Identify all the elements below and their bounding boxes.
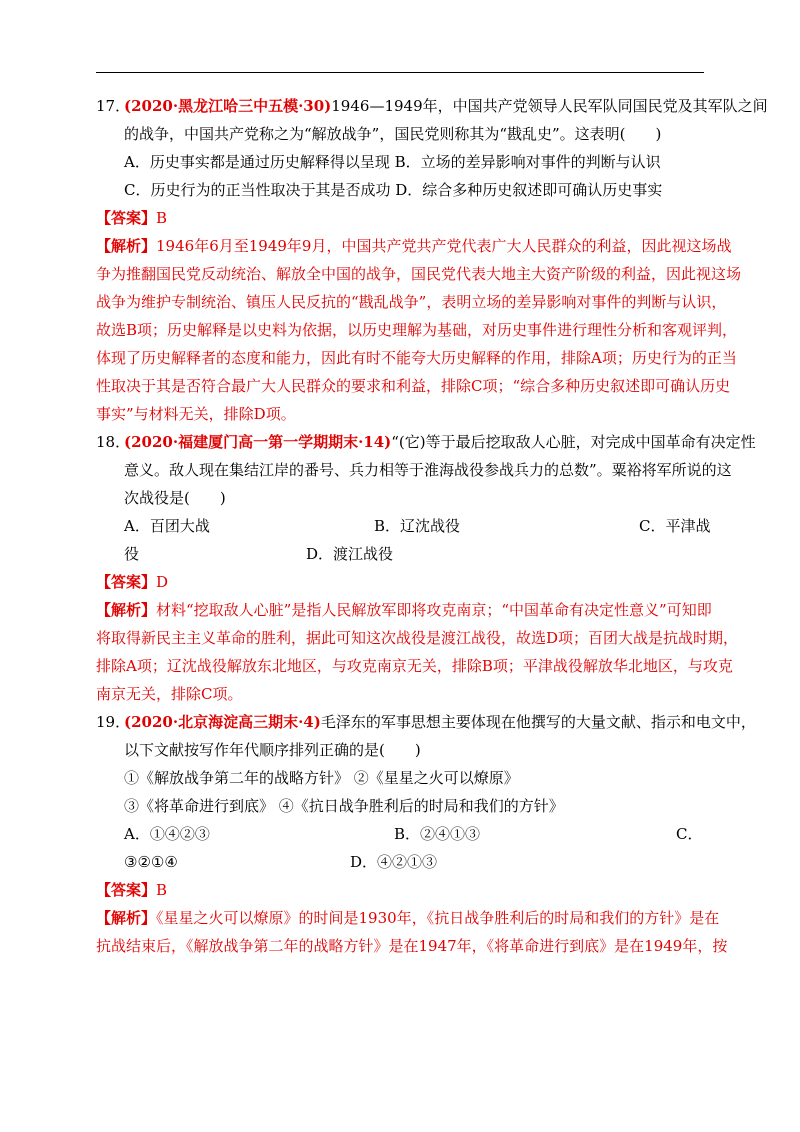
analysis-text: 体现了历史解释者的态度和能力，因此有时不能夸大历史解释的作用，排除A项；历史行为的正当 — [96, 349, 737, 367]
option-row — [96, 512, 711, 540]
item-line: ③《将革命进行到底》 ④《抗日战争胜利后的时局和我们的方针》 — [124, 797, 564, 815]
question-stem: 以下文献按写作年代顺序排列正确的是( ) — [124, 741, 421, 759]
header-rule — [96, 72, 704, 73]
question-17 — [96, 92, 768, 428]
answer-value: B — [156, 881, 168, 899]
question-stem: 毛泽东的军事思想主要体现在他撰写的大量文献、指示和电文中， — [320, 713, 756, 731]
answer-label: 【答案】 — [96, 209, 157, 227]
option-row — [96, 848, 706, 876]
analysis-text: 战争为维护专制统治、镇压人民反抗的“戡乱战争”，表明立场的差异影响对事件的判断与认识， — [96, 293, 727, 311]
document-content — [96, 92, 768, 960]
analysis-text: 事实”与材料无关，排除D项。 — [96, 405, 296, 423]
option-b: B．辽沈战役 — [374, 517, 461, 535]
analysis-label: 【解析】 — [96, 601, 157, 619]
analysis-text: 排除A项；辽沈战役解放东北地区，与攻克南京无关，排除B项；平津战役解放华北地区，与攻克 — [96, 657, 733, 675]
option-c: C．平津战 — [639, 517, 711, 535]
question-stem: 1946—1949年，中国共产党领导人民军队同国民党及其军队之间 — [331, 97, 768, 115]
question-source: (2020·黑龙江哈三中五模·30) — [124, 97, 332, 115]
option-a: A．①④②③ — [124, 825, 210, 843]
answer-label: 【答案】 — [96, 881, 157, 899]
option-a: A．百团大战 — [124, 517, 210, 535]
option-line: A．历史事实都是通过历史解释得以呈现 B．立场的差异影响对事件的判断与认识 — [124, 153, 661, 171]
option-d: D．渡江战役 — [306, 545, 394, 563]
analysis-text: 将取得新民主主义革命的胜利，据此可知这次战役是渡江战役，故选D项；百团大战是抗战时期， — [96, 629, 739, 647]
analysis-label: 【解析】 — [96, 237, 157, 255]
answer-value: D — [156, 573, 169, 591]
question-stem: 次战役是( ) — [124, 489, 226, 507]
question-stem: 的战争，中国共产党称之为“解放战争”，国民党则称其为“戡乱史”。这表明( ) — [124, 125, 662, 143]
item-line: ①《解放战争第二年的战略方针》 ②《星星之火可以燎原》 — [124, 769, 519, 787]
analysis-text: 材料“挖取敌人心脏”是指人民解放军即将攻克南京；“中国革命有决定性意义”可知即 — [156, 601, 712, 619]
analysis-text: 《星星之火可以燎原》的时间是1930年，《抗日战争胜利后的时局和我们的方针》是在 — [156, 909, 720, 927]
option-c: C． — [676, 825, 703, 843]
analysis-text: 抗战结束后，《解放战争第二年的战略方针》是在1947年，《将革命进行到底》是在1949年，按 — [96, 937, 728, 955]
option-line: C．历史行为的正当性取决于其是否成功 D．综合多种历史叙述即可确认历史事实 — [124, 181, 663, 199]
answer-line — [96, 568, 706, 596]
answer-line — [96, 876, 706, 904]
option-b: B．②④①③ — [394, 825, 481, 843]
analysis-text: 1946年6月至1949年9月，中国共产党共产党代表广大人民群众的利益，因此视这场战 — [156, 237, 732, 255]
option-row — [96, 820, 706, 848]
option-row — [96, 540, 706, 568]
question-number: 19． — [96, 713, 131, 731]
question-stem: “(它)等于最后挖取敌人心脏，对完成中国革命有决定性 — [391, 433, 756, 451]
question-18 — [96, 428, 756, 708]
answer-line — [96, 204, 706, 232]
question-stem: 意义。敌人现在集结江岸的番号、兵力相等于淮海战役参战兵力的总数”。粟裕将军所说的这 — [124, 461, 732, 479]
analysis-text: 性取决于其是否符合最广大人民群众的要求和利益，排除C项；“综合多种历史叙述即可确认历史 — [96, 377, 731, 395]
answer-value: B — [156, 209, 168, 227]
analysis-text: 争为推翻国民党反动统治、解放全中国的战争，国民党代表大地主大资产阶级的利益，因此视这场 — [96, 265, 742, 283]
analysis-text: 故选B项；历史解释是以史料为依据，以历史理解为基础，对历史事件进行理性分析和客观评判， — [96, 321, 738, 339]
option-c-continued: 役 — [124, 545, 140, 563]
question-19 — [96, 708, 756, 960]
option-d: D．④②①③ — [350, 853, 438, 871]
question-number: 17． — [96, 97, 131, 115]
question-source: (2020·北京海淀高三期末·4) — [124, 713, 321, 731]
question-source: (2020·福建厦门高一第一学期期末·14) — [124, 433, 392, 451]
answer-label: 【答案】 — [96, 573, 157, 591]
question-number: 18． — [96, 433, 131, 451]
option-c-continued: ③②①④ — [124, 853, 178, 871]
analysis-label: 【解析】 — [96, 909, 157, 927]
analysis-text: 南京无关，排除C项。 — [96, 685, 243, 703]
